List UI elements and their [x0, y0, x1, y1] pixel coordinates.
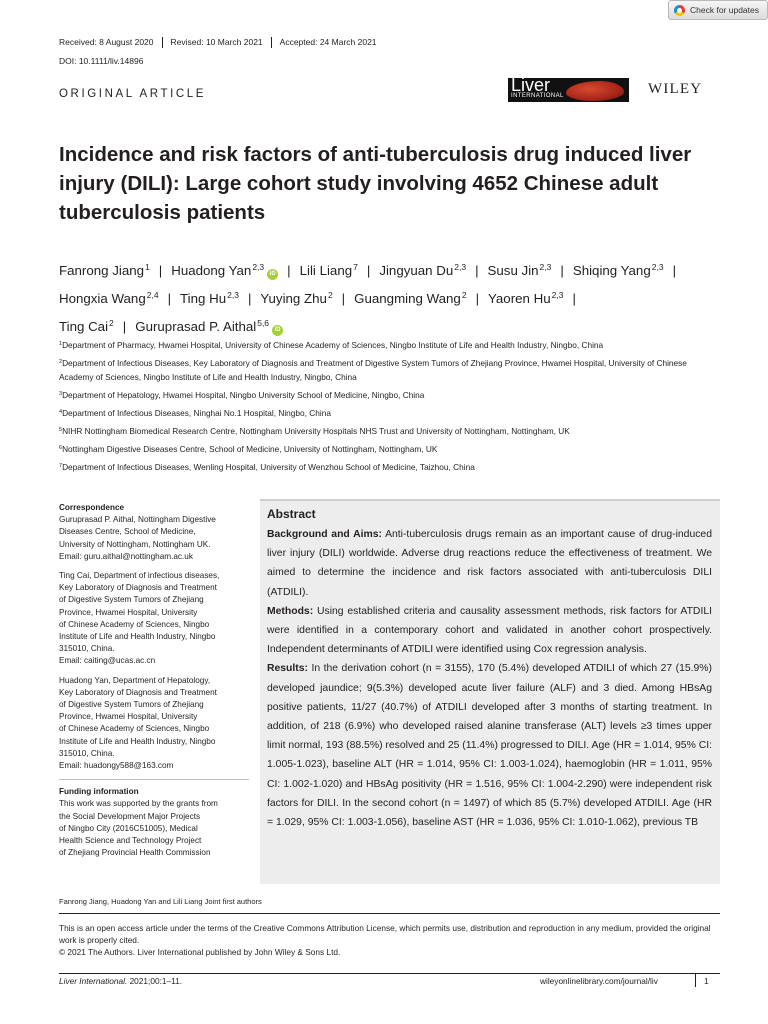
author-separator: |: [572, 291, 576, 306]
author-list: [59, 255, 729, 339]
author-name-text: Fanrong Jiang: [59, 263, 145, 278]
affiliation-text: Department of Infectious Diseases, Key Laboratory of Diagnosis and Treatment of Digestive System Tumors of Zhejiang Province, Hwamei Hospital, University of Chinese Academy of Sciences, Ningbo Institute of Life and Health Industry, Ningbo, China: [59, 358, 687, 382]
journal-logo-main: Liver: [511, 78, 551, 95]
author-affiliation-ref: 2,3: [227, 290, 239, 300]
publisher-logo: WILEY: [648, 81, 703, 97]
author-name-text: Guangming Wang: [354, 291, 461, 306]
correspondence-line: 315010, China.: [59, 748, 115, 758]
affiliation-number: 4: [59, 409, 63, 415]
affiliation-number: 5: [59, 427, 63, 433]
journal-name: Liver International.: [59, 976, 128, 986]
author-name: [180, 291, 239, 306]
liver-image-icon: [566, 81, 624, 101]
check-for-updates-label: Check for updates: [690, 5, 759, 15]
check-for-updates-button[interactable]: [668, 0, 768, 20]
divider: [59, 779, 249, 780]
abstract-section-text: In the derivation cohort (n = 3155), 170 (5.4%) developed ATDILI of which 27 (15.9%) developed jaundice; 9(5.3%) developed acute liver failure (ALF) and 3 died. Among HBsAg positive patients, 11/27 (40.7%) of ATDILI developed after 3 months of starting treatment. In addition, of 218 (6.9%) who developed raised alanine transferase (ALT) levels ≥3 times upper limit normal, 193 (88.5%) resolved and 25 (11.4%) progressed to DILI. Age (HR = 1.014, 95% CI: 1.005-1.023), baseline ALT (HR = 1.014, 95% CI: 1.003-1.024), haemoglobin (HR = 1.011, 95% CI: 1.002-1.020) and HBsAg positivity (HR = 1.516, 95% CI: 1.004-2.290) were independent risk factors for DILI. In the second cohort (n = 1497) of which 85 (5.7%) developed ATDILI. Age (HR = 1.029, 95% CI: 1.003-1.056), baseline AST (HR = 1.036, 95% CI: 1.010-1.062), previous TB: [267, 663, 712, 829]
article-type: ORIGINAL ARTICLE: [59, 88, 207, 100]
correspondence-line: of Digestive System Tumors of Zhejiang: [59, 700, 204, 710]
affiliation-number: 3: [59, 391, 63, 397]
page-number: 1: [704, 976, 709, 986]
affiliation-text: NIHR Nottingham Biomedical Research Centre, Nottingham University Hospitals NHS Trust and University of Nottingham, Nottingham, UK: [62, 426, 570, 436]
abstract-heading: Abstract: [267, 507, 316, 521]
correspondence-heading: Correspondence: [59, 503, 125, 512]
author-name: [59, 319, 114, 334]
author-name-text: Yaoren Hu: [488, 291, 551, 306]
author-affiliation-ref: 2: [109, 318, 114, 328]
correspondence-line: Huadong Yan, Department of Hepatology,: [59, 675, 211, 685]
accepted-date: Accepted: 24 March 2021: [271, 37, 385, 48]
correspondence-line: Province, Hwamei Hospital, University: [59, 607, 198, 617]
correspondence-line: Institute of Life and Health Industry, Ningbo: [59, 632, 216, 642]
footnote-divider: [59, 913, 720, 914]
author-name-text: Yuying Zhu: [260, 291, 327, 306]
author-affiliation-ref: 2,3: [651, 262, 664, 272]
affiliation-text: Department of Hepatology, Hwamei Hospital, Ningbo University School of Medicine, Ningbo, China: [62, 390, 425, 400]
correspondence-line: Key Laboratory of Diagnosis and Treatment: [59, 583, 217, 593]
orcid-icon[interactable]: iD: [272, 325, 283, 336]
author-affiliation-ref: 1: [145, 262, 150, 272]
joint-authors-note: Fanrong Jiang, Huadong Yan and Lili Liang Joint first authors: [59, 897, 262, 906]
affiliation-item: [59, 355, 719, 384]
author-separator: |: [672, 263, 677, 278]
affiliation-text: Department of Infectious Diseases, Ninghai No.1 Hospital, Ningbo, China: [62, 408, 331, 418]
author-name-text: Hongxia Wang: [59, 291, 146, 306]
affiliation-number: 7: [59, 463, 63, 469]
funding-heading: Funding information: [59, 787, 139, 797]
author-name-text: Jingyuan Du: [379, 263, 454, 278]
author-name: [488, 263, 552, 278]
author-separator: |: [475, 291, 480, 306]
author-affiliation-ref: 2,3: [551, 290, 564, 300]
abstract-box: [260, 499, 720, 884]
doi-link[interactable]: DOI: 10.1111/liv.14896: [59, 56, 144, 66]
affiliation-item: [59, 459, 719, 474]
journal-citation: [59, 976, 182, 986]
crossmark-icon: [674, 5, 685, 16]
revised-date: Revised: 10 March 2021: [162, 37, 271, 48]
paper-title: Incidence and risk factors of anti-tuberculosis drug induced liver injury (DILI): Large cohort study involving 4652 Chinese adult tuberculosis patients: [59, 143, 692, 224]
abstract-paragraph: [267, 602, 712, 660]
correspondence-line: of Digestive System Tumors of Zhejiang: [59, 595, 204, 605]
correspondence-block: [59, 570, 249, 668]
funding-line: of Zhejiang Provincial Health Commission: [59, 848, 211, 858]
author-affiliation-ref: 2,3: [454, 262, 467, 272]
correspondence-line: Province, Hwamei Hospital, University: [59, 712, 198, 722]
author-name: [354, 291, 466, 306]
author-separator: |: [366, 263, 371, 278]
citation-volume: 2021;00:1–11.: [127, 976, 183, 986]
correspondence-line: University of Nottingham, Nottingham UK.: [59, 539, 211, 549]
author-affiliation-ref: 7: [353, 262, 358, 272]
correspondence-line: of Chinese Academy of Sciences, Ningbo: [59, 619, 210, 629]
history-dates: [59, 37, 385, 48]
affiliation-text: Department of Infectious Diseases, Wenling Hospital, University of Wenzhou School of Medicine, Taizhou, China: [62, 462, 475, 472]
correspondence-line: Key Laboratory of Diagnosis and Treatment: [59, 687, 217, 697]
correspondence-line: Guruprasad P. Aithal, Nottingham Digestive: [59, 515, 216, 525]
author-name: [171, 263, 278, 278]
author-affiliation-ref: 2,3: [252, 262, 265, 272]
author-name: [260, 291, 332, 306]
funding-text: [59, 798, 249, 859]
author-name: [300, 263, 358, 278]
author-affiliation-ref: 2: [327, 290, 333, 300]
affiliation-item: [59, 337, 719, 352]
author-separator: |: [287, 263, 291, 278]
affiliation-list: [59, 337, 719, 477]
journal-logo: [508, 78, 629, 102]
author-separator: |: [122, 319, 127, 334]
correspondence-line: Institute of Life and Health Industry, Ningbo: [59, 736, 216, 746]
affiliation-number: 1: [59, 341, 63, 347]
author-separator: |: [158, 263, 163, 278]
author-name-text: Ting Cai: [59, 319, 109, 334]
journal-logo-sub: INTERNATIONAL: [511, 93, 564, 99]
author-name-text: Susu Jin: [487, 263, 539, 278]
correspondence-line: 315010, China.: [59, 644, 115, 654]
author-separator: |: [341, 291, 346, 306]
copyright-note: © 2021 The Authors. Liver International published by John Wiley & Sons Ltd.: [59, 947, 341, 957]
abstract-paragraph: [267, 659, 712, 832]
correspondence-line[interactable]: Email: caiting@ucas.ac.cn: [59, 656, 156, 666]
abstract-section-label: Methods:: [267, 605, 314, 617]
affiliation-number: 6: [59, 445, 63, 451]
author-affiliation-ref: 2,4: [146, 290, 159, 300]
abstract-section-label: Background and Aims:: [267, 529, 382, 540]
footer-separator: [695, 974, 696, 987]
author-name: [488, 291, 563, 306]
correspondence-line: Diseases Centre, School of Medicine,: [59, 527, 196, 537]
correspondence-block: [59, 514, 249, 563]
author-name-text: Lili Liang: [299, 263, 353, 278]
author-name: [59, 291, 159, 306]
abstract-paragraph: [267, 525, 712, 602]
affiliation-text: Department of Pharmacy, Hwamei Hospital, University of Chinese Academy of Sciences, Ningbo Institute of Life and Health Industry, Ningbo, China: [62, 340, 604, 350]
affiliation-number: 2: [59, 359, 63, 365]
correspondence-line: of Chinese Academy of Sciences, Ningbo: [59, 724, 210, 734]
correspondence-line[interactable]: Email: guru.aithal@nottingham.ac.uk: [59, 551, 193, 561]
abstract-section-text: Using established criteria and causality assessment methods, risk factors for ATDILI were identified in a contemporary cohort and validated in another cohort prospectively. Independent determinants of ATDILI were identified using Cox regression analysis.: [267, 605, 712, 656]
author-name: [573, 263, 664, 278]
affiliation-item: [59, 441, 719, 456]
author-name-text: Shiqing Yang: [572, 263, 651, 278]
affiliation-text: Nottingham Digestive Diseases Centre, School of Medicine, University of Nottingham, Nottingham, UK: [62, 444, 438, 454]
author-separator: |: [247, 291, 252, 306]
author-affiliation-ref: 5,6: [257, 318, 270, 328]
funding-line: of Ningbo City (2016C51005), Medical: [59, 823, 198, 833]
footer-divider: [59, 973, 720, 974]
author-separator: |: [560, 263, 564, 278]
funding-line: Health Science and Technology Project: [59, 836, 202, 846]
correspondence-line: Ting Cai, Department of infectious diseases,: [59, 571, 220, 581]
affiliation-item: [59, 387, 719, 402]
affiliation-item: [59, 405, 719, 420]
author-separator: |: [475, 263, 479, 278]
funding-line: the Social Development Major Projects: [59, 811, 201, 821]
correspondence-line[interactable]: Email: huadongy588@163.com: [59, 761, 174, 771]
journal-url-link[interactable]: wileyonlinelibrary.com/journal/liv: [540, 976, 658, 986]
license-note: This is an open access article under the terms of the Creative Commons Attribution License, which permits use, distribution and reproduction in any medium, provided the original work is properly cited.: [59, 923, 711, 945]
author-name: [135, 319, 283, 334]
author-separator: |: [167, 291, 172, 306]
author-name-text: Huadong Yan: [171, 263, 252, 278]
orcid-icon[interactable]: iD: [267, 269, 278, 280]
received-date: Received: 8 August 2020: [59, 37, 154, 47]
abstract-section-label: Results:: [267, 663, 308, 675]
correspondence-column: [59, 502, 249, 859]
correspondence-block: [59, 675, 249, 773]
abstract-body: [267, 525, 712, 832]
author-name: [379, 263, 466, 278]
abstract-section-text: Anti-tuberculosis drugs remain as an important cause of drug-induced liver injury (DILI) worldwide. Adverse drug reactions reduce the effectiveness of treatment. We aimed to determine the incidence and risk factors associated with anti-tuberculosis DILI (ATDILI).: [267, 529, 712, 598]
funding-line: This work was supported by the grants from: [59, 799, 218, 809]
author-affiliation-ref: 2,3: [539, 262, 552, 272]
correspondence-blocks: [59, 514, 249, 772]
author-name-text: Ting Hu: [180, 291, 227, 306]
author-affiliation-ref: 2: [461, 290, 467, 300]
author-name-text: Guruprasad P. Aithal: [135, 319, 257, 334]
author-name: [59, 263, 150, 278]
affiliation-item: [59, 423, 719, 438]
